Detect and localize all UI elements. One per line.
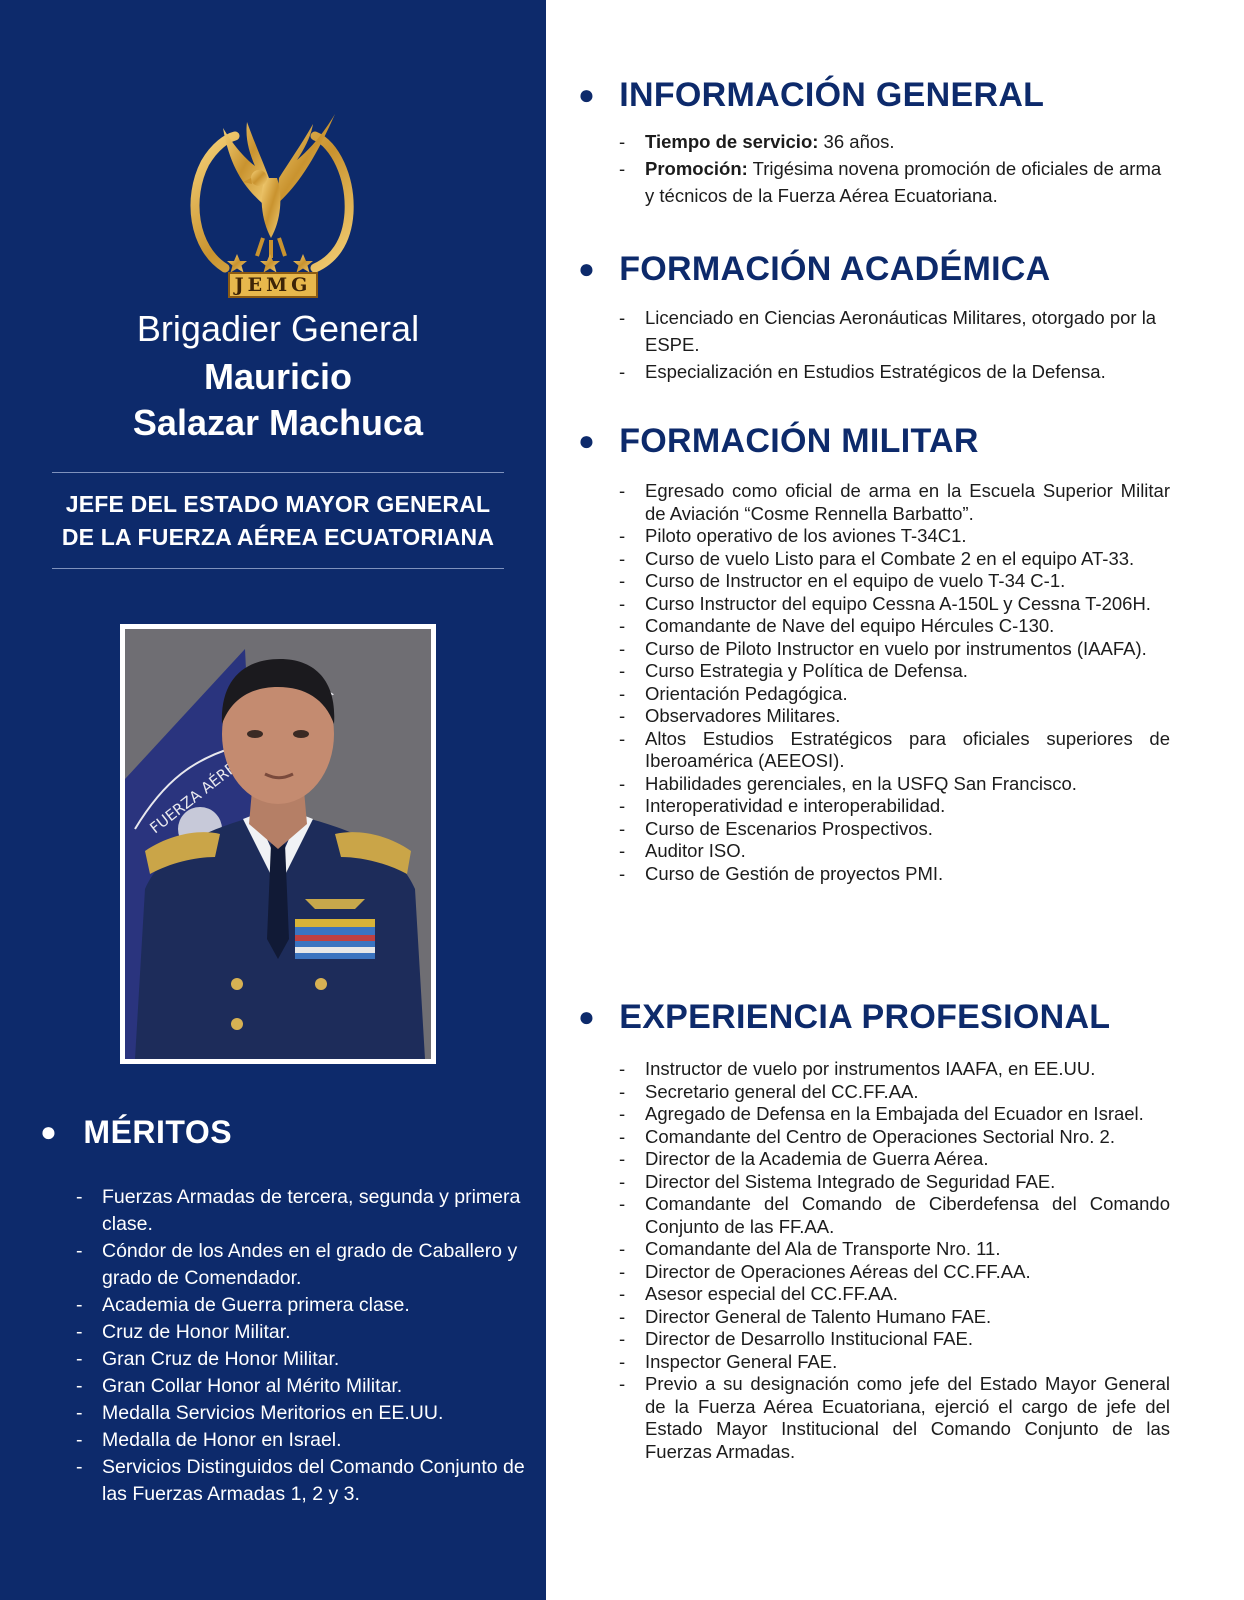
- list-item: - Agregado de Defensa en la Embajada del Ecuador en Israel.: [615, 1103, 1170, 1126]
- name-line-2: Salazar Machuca: [132, 402, 424, 443]
- list-item: - Comandante del Centro de Operaciones Sectorial Nro. 2.: [615, 1126, 1170, 1149]
- list-item: - Director del Sistema Integrado de Seguridad FAE.: [615, 1171, 1170, 1194]
- list-item: - Especialización en Estudios Estratégicos de la Defensa.: [615, 358, 1170, 385]
- list-item: - Cruz de Honor Militar.: [72, 1319, 542, 1346]
- divider-bottom: [52, 568, 504, 569]
- rank-title: Brigadier General: [136, 308, 420, 349]
- flag-text: FUERZA AÉREA: [146, 752, 248, 838]
- info-general-heading: [578, 76, 1044, 115]
- list-item: - Instructor de vuelo por instrumentos IAAFA, en EE.UU.: [615, 1058, 1170, 1081]
- formacion-militar-heading: [578, 422, 979, 461]
- formacion-academica-heading: [578, 250, 1051, 289]
- list-item: - Curso Estrategia y Política de Defensa.: [615, 660, 1170, 683]
- list-item: - Habilidades gerenciales, en la USFQ San Francisco.: [615, 773, 1170, 796]
- list-item: - Auditor ISO.: [615, 840, 1170, 863]
- list-item: - Curso de vuelo Listo para el Combate 2 en el equipo AT-33.: [615, 548, 1170, 571]
- list-item: - Previo a su designación como jefe del Estado Mayor General de la Fuerza Aérea Ecuatoriana, ejerció el cargo de jefe del Estado Mayor Institucional del Comando Conjunto de las Fuerzas Armadas.: [615, 1373, 1170, 1463]
- list-item: - Orientación Pedagógica.: [615, 683, 1170, 706]
- promocion-value: Trigésima novena promoción de oficiales de arma y técnicos de la Fuerza Aérea Ecuatoriana.: [645, 158, 1162, 206]
- formacion-academica-title: FORMACIÓN ACADÉMICA: [619, 250, 1051, 288]
- list-item: - Observadores Militares.: [615, 705, 1170, 728]
- list-item: - Director de Operaciones Aéreas del CC.FF.AA.: [615, 1261, 1170, 1284]
- eagle-emblem-icon: [185, 108, 355, 298]
- meritos-heading: [40, 1114, 232, 1151]
- meritos-title: MÉRITOS: [83, 1114, 233, 1150]
- list-item: - Secretario general del CC.FF.AA.: [615, 1081, 1170, 1104]
- list-item: - Curso Instructor del equipo Cessna A-150L y Cessna T-206H.: [615, 593, 1170, 616]
- bullet-icon: ●: [40, 1116, 58, 1147]
- list-item: - Gran Collar Honor al Mérito Militar.: [72, 1373, 542, 1400]
- post-title: [30, 488, 526, 554]
- list-item: - Altos Estudios Estratégicos para oficiales superiores de Iberoamérica (AEEOSI).: [615, 728, 1170, 773]
- post-title-line-1: JEFE DEL ESTADO MAYOR GENERAL: [65, 491, 491, 517]
- list-item: - Curso de Gestión de proyectos PMI.: [615, 863, 1170, 886]
- list-item: - Curso de Instructor en el equipo de vuelo T-34 C-1.: [615, 570, 1170, 593]
- list-item: [615, 155, 1170, 209]
- list-item: - Cóndor de los Andes en el grado de Caballero y grado de Comendador.: [72, 1238, 542, 1292]
- tiempo-label: Tiempo de servicio:: [645, 131, 819, 152]
- experiencia-list: [615, 1058, 1170, 1463]
- divider-top: [52, 472, 504, 473]
- portrait-illustration: [125, 629, 431, 1059]
- list-item: - Curso de Piloto Instructor en vuelo por instrumentos (IAAFA).: [615, 638, 1170, 661]
- list-item: - Comandante del Comando de Ciberdefensa del Comando Conjunto de las FF.AA.: [615, 1193, 1170, 1238]
- list-item: - Medalla de Honor en Israel.: [72, 1427, 542, 1454]
- list-item: - Piloto operativo de los aviones T-34C1.: [615, 525, 1170, 548]
- post-title-line-2: DE LA FUERZA AÉREA ECUATORIANA: [61, 524, 495, 550]
- list-item: - Gran Cruz de Honor Militar.: [72, 1346, 542, 1373]
- formacion-academica-list: [615, 304, 1170, 385]
- list-item: - Academia de Guerra primera clase.: [72, 1292, 542, 1319]
- promocion-label: Promoción:: [645, 158, 748, 179]
- list-item: - Director de la Academia de Guerra Aérea.: [615, 1148, 1170, 1171]
- info-general-list: [615, 128, 1170, 209]
- list-item: [615, 128, 1170, 155]
- meritos-list: [72, 1184, 542, 1508]
- bullet-icon: ●: [578, 425, 596, 456]
- list-item: - Servicios Distinguidos del Comando Conjunto de las Fuerzas Armadas 1, 2 y 3.: [72, 1454, 542, 1508]
- list-item: - Egresado como oficial de arma en la Escuela Superior Militar de Aviación “Cosme Rennella Barbatto”.: [615, 480, 1170, 525]
- bullet-icon: ●: [578, 1001, 596, 1032]
- list-item: - Comandante de Nave del equipo Hércules C-130.: [615, 615, 1170, 638]
- list-item: - Asesor especial del CC.FF.AA.: [615, 1283, 1170, 1306]
- list-item: - Curso de Escenarios Prospectivos.: [615, 818, 1170, 841]
- bullet-icon: ●: [578, 79, 596, 110]
- list-item: - Inspector General FAE.: [615, 1351, 1170, 1374]
- jemg-badge: JEMG: [228, 272, 318, 298]
- list-item: - Director de Desarrollo Institucional FAE.: [615, 1328, 1170, 1351]
- sidebar-panel: [0, 0, 546, 1600]
- list-item: - Licenciado en Ciencias Aeronáuticas Militares, otorgado por la ESPE.: [615, 304, 1170, 358]
- name-line-1: Mauricio: [203, 356, 353, 397]
- portrait-photo: [120, 624, 436, 1064]
- list-item: - Interoperatividad e interoperabilidad.: [615, 795, 1170, 818]
- list-item: - Fuerzas Armadas de tercera, segunda y primera clase.: [72, 1184, 542, 1238]
- list-item: - Comandante del Ala de Transporte Nro. 11.: [615, 1238, 1170, 1261]
- list-item: - Medalla Servicios Meritorios en EE.UU.: [72, 1400, 542, 1427]
- list-item: - Director General de Talento Humano FAE.: [615, 1306, 1170, 1329]
- experiencia-title: EXPERIENCIA PROFESIONAL: [619, 998, 1111, 1036]
- bullet-icon: ●: [578, 253, 596, 284]
- formacion-militar-list: [615, 480, 1170, 885]
- formacion-militar-title: FORMACIÓN MILITAR: [619, 422, 979, 460]
- tiempo-value: 36 años.: [818, 131, 895, 152]
- info-general-title: INFORMACIÓN GENERAL: [619, 76, 1045, 114]
- experiencia-heading: [578, 998, 1110, 1037]
